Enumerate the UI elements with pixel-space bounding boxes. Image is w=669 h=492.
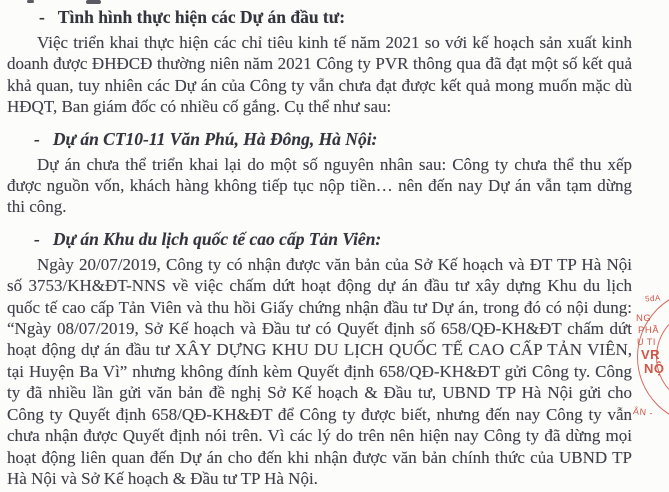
heading-text: Dự án Khu du lịch quốc tế cao cấp Tản Viên: — [52, 228, 382, 249]
seal-inner-ring — [656, 308, 669, 406]
heading-dash: - — [34, 228, 40, 249]
seal-text-fragment: NG — [636, 313, 652, 324]
paragraph-ct10-11: Dự án chưa thể triển khai lại do một số nguyên nhân sau: Công ty chưa thể thu xếp được nguồn vốn, khách hàng không tiếp tục nộp tiền… nên đến nay Dự án vẫn tạm dừng thi công. — [7, 154, 632, 217]
heading-investment-projects — [39, 6, 632, 28]
heading-dash: - — [39, 7, 45, 27]
heading-dash: - — [34, 128, 40, 149]
seal-text-fragment: NỘ — [644, 361, 665, 376]
scan-artifact — [27, 0, 34, 3]
seal-text-fragment: PHẦ — [638, 325, 660, 336]
heading-text: Tình hình thực hiện các Dự án đầu tư: — [57, 7, 346, 27]
paragraph-overview: Việc triển khai thực hiện các chỉ tiêu kinh tế năm 2021 so với kế hoạch sản xuất kinh doanh được ĐHĐCĐ thường niên năm 2021 Công ty PVR thông qua đã đạt một số kết quả khả quan, tuy nhiên các Dự án của Công ty vẫn chưa đạt được kết quả mong muốn mặc dù HĐQT, Ban giám đốc có nhiều cố gắng. Cụ thể như sau: — [7, 33, 632, 117]
scan-artifact — [86, 0, 101, 4]
paragraph-tan-vien: Ngày 20/07/2019, Công ty có nhận được văn bản của Sở Kế hoạch và ĐT TP Hà Nội số 3753/KH&ĐT-NNS về việc chấm dứt hoạt động dự án đầu tư xây dựng Khu du lịch quốc tế cao cấp Tản Viên và thu hồi Giấy chứng nhận đầu tư Dự án, trong đó có nội dung: “Ngày 08/07/2019, Sở Kế hoạch và Đầu tư có Quyết định số 658/QĐ-KH&ĐT chấm dứt hoạt động dự án đầu tư XÂY DỰNG KHU DU LỊCH QUỐC TẾ CAO CẤP TẢN VIÊN, tại Huyện Ba Vì” nhưng không đính kèm Quyết định 658/QĐ-KH&ĐT gửi Công ty. Công ty đã nhiều lần gửi văn bản đề nghị Sở Kế hoạch & Đầu tư, UBND TP Hà Nội gửi cho Công ty Quyết định 658/QĐ-KH&ĐT để Công ty được biết, nhưng đến nay Công ty vẫn chưa nhận được Quyết định nói trên. Vì các lý do trên nên hiện nay Công ty đã dừng mọi hoạt động liên quan đến Dự án cho đến khi nhận được văn bản chính thức của UBND TP Hà Nội và Sở Kế hoạch & Đầu tư TP Hà Nội. — [7, 254, 632, 488]
seal-text-fragment: VR — [641, 347, 661, 362]
seal-text-fragment: ÂN - — [632, 405, 654, 419]
heading-project-ct10-11 — [34, 128, 632, 150]
seal-text-fragment: U TI — [637, 337, 656, 347]
heading-text: Dự án CT10-11 Văn Phú, Hà Đông, Hà Nội: — [52, 128, 378, 149]
seal-text-fragment: 5đA — [644, 293, 662, 304]
seal-outer-ring — [637, 289, 669, 425]
heading-project-tan-vien — [34, 228, 632, 250]
